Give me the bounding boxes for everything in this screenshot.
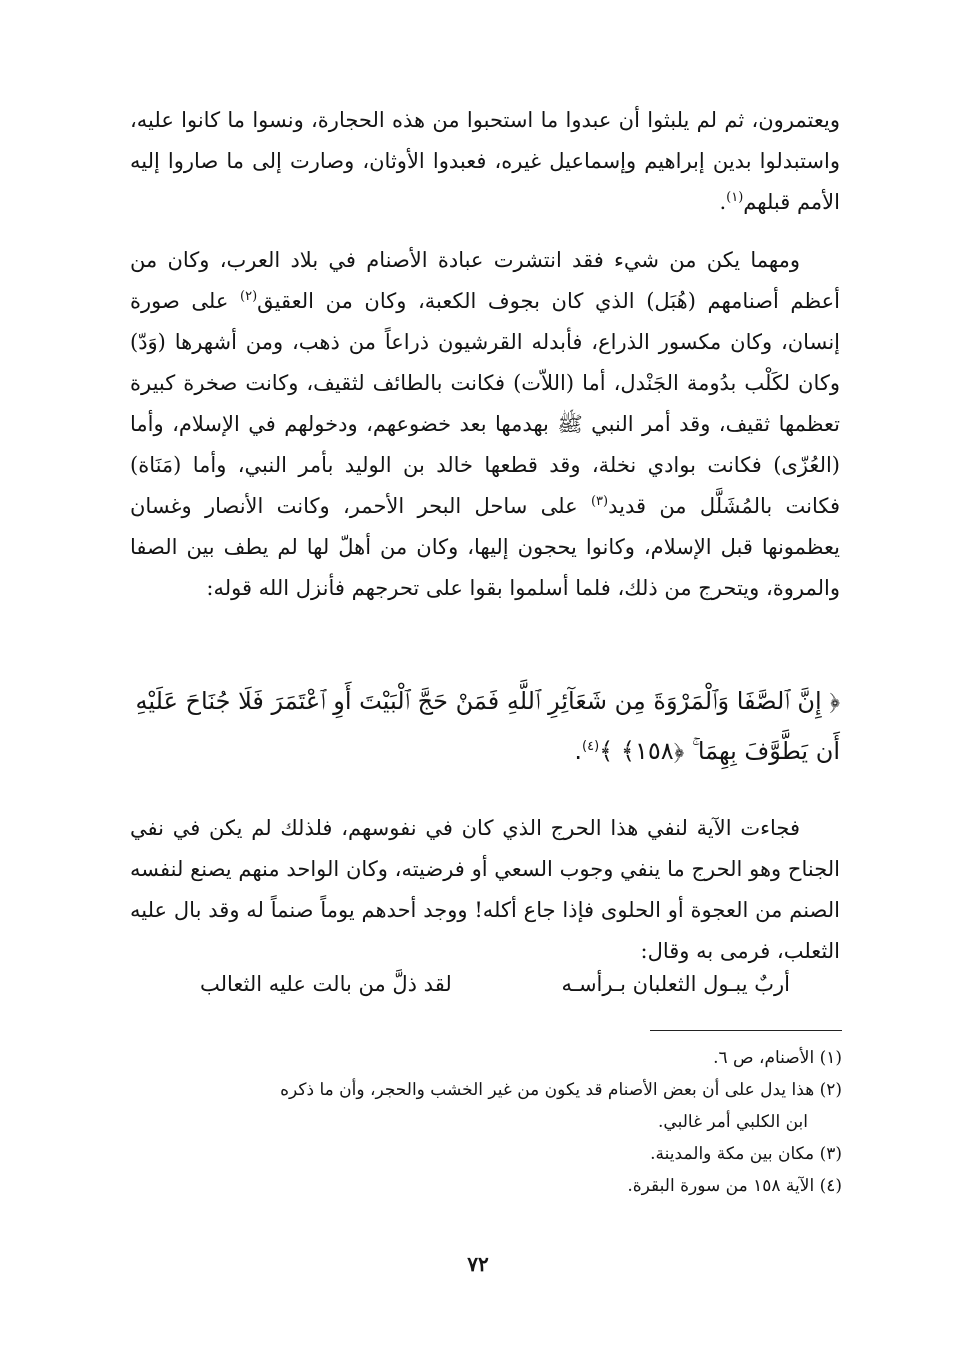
paragraph-3 — [130, 808, 840, 972]
paragraph-2-text-a: ومهما يكن من شيء فقد انتشرت عبادة الأصنام في بلاد العرب، وكان من أعظم أصنامهم (هُبَل) الذي كان بجوف الكعبة، وكان من العقيق — [130, 248, 840, 313]
footnote-ref-1[interactable]: (١) — [726, 190, 744, 205]
footnote-ref-3[interactable]: (٣) — [590, 494, 609, 509]
quran-verse — [130, 676, 840, 776]
footnote-ref-2[interactable]: (٢) — [240, 289, 258, 304]
footnote-4 — [130, 1170, 842, 1202]
footnote-2-number: (٢) — [819, 1080, 842, 1100]
footnote-ref-4[interactable]: (٤) — [582, 739, 600, 754]
page-number: ٧٢ — [467, 1252, 489, 1276]
quran-verse-tail: . — [574, 737, 583, 765]
poetry-first-hemistich: أربٌ يبـول الثعلبان بـرأسـه — [561, 972, 790, 996]
footnote-1-number: (١) — [819, 1048, 842, 1068]
footnote-3 — [130, 1138, 842, 1170]
poetry-verse — [200, 972, 790, 1008]
footnote-3-number: (٣) — [819, 1144, 842, 1164]
paragraph-2 — [130, 240, 840, 609]
footnote-2 — [130, 1074, 842, 1106]
paragraph-3-text: فجاءت الآية لنفي هذا الحرج الذي كان في نفوسهم، فلذلك لم يكن في نفي الجناح وهو الحرج ما ينفي وجوب السعي أو فرضيته، وكان الواحد منهم يصنع لنفسه الصنم من العجوة أو الحلوى فإذا جاع أكله! ووجد أحدهم يوماً صنماً له وقد بال عليه الثعلب، فرمى به وقال: — [130, 816, 840, 963]
footnote-1-text: الأصنام، ص ٦. — [713, 1048, 815, 1068]
quran-verse-text: ﴿ إِنَّ ٱلصَّفَا وَٱلْمَرْوَةَ مِن شَعَآئِرِ ٱللَّهِ فَمَنْ حَجَّ ٱلْبَيْتَ أَوِ ٱعْتَمَرَ فَلَا جُنَاحَ عَلَيْهِ أَن يَطَّوَّفَ بِهِمَا ۚ ﴿١٥٨﴾ ﴾ — [135, 687, 840, 765]
footnote-2-continuation: ابن الكلبي أمر غالبي. — [658, 1112, 808, 1132]
footnotes — [130, 1042, 842, 1202]
footnote-3-text: مكان بين مكة والمدينة. — [650, 1144, 815, 1164]
paragraph-2-text-c: على ساحل البحر الأحمر، وكانت الأنصار وغسان يعظمونها قبل الإسلام، وكانوا يحجون إليها، وكان من أهلّ لها لم يطف بين الصفا والمروة، ويتحرج من ذلك، فلما أسلموا بقوا على تحرجهم فأنزل الله قوله: — [130, 494, 840, 600]
footnote-divider — [650, 1030, 842, 1031]
paragraph-2-text-b: على صورة إنسان، وكان مكسور الذراع، فأبدله القرشيون ذراعاً من ذهب، ومن أشهرها (وَدّ) وكان لكَلْب بدُومة الجَنْدل، أما (اللاّت) فكانت بالطائف لثقيف، وكانت صخرة كبيرة تعظمها ثقيف، وقد أمر النبي ﷺ بهدمها بعد خضوعهم، ودخولهم في الإسلام، وأما (العُزّى) فكانت بوادي نخلة، وقد قطعها خالد بن الوليد بأمر النبي، وأما (مَنَاة) فكانت بالمُشَلَّل من قديد — [130, 289, 840, 518]
footnote-4-text: الآية ١٥٨ من سورة البقرة. — [627, 1176, 815, 1196]
paragraph-1-tail: . — [719, 190, 727, 214]
footnote-2-text: هذا يدل على أن بعض الأصنام قد يكون من غير الخشب والحجر، وأن ما ذكره — [280, 1080, 815, 1100]
paragraph-1-text: ويعتمرون، ثم لم يلبثوا أن عبدوا ما استحبوا من هذه الحجارة، ونسوا ما كانوا عليه، واستبدلوا بدين إبراهيم وإسماعيل غيره، فعبدوا الأوثان، وصارت إلى ما صاروا إليه الأمم قبلهم — [130, 108, 840, 214]
footnote-1 — [130, 1042, 842, 1074]
footnote-4-number: (٤) — [819, 1176, 842, 1196]
poetry-second-hemistich: لقد ذلَّ من بالت عليه الثعالب — [200, 972, 452, 996]
paragraph-1 — [130, 100, 840, 223]
